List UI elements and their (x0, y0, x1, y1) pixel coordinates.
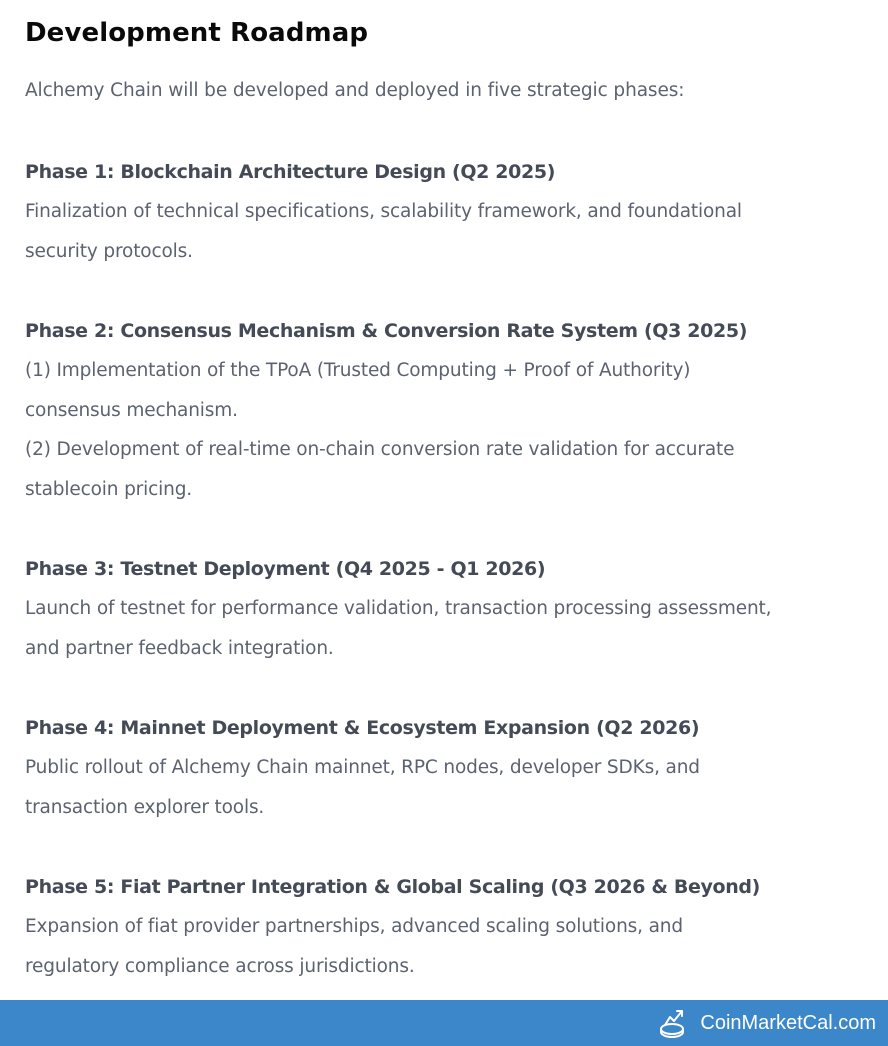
phase-title: Phase 5: Fiat Partner Integration & Global Scaling (Q3 2026 & Beyond) (25, 876, 761, 898)
phase-line: consensus mechanism. (25, 399, 238, 421)
phase-title: Phase 4: Mainnet Deployment & Ecosystem Expansion (Q2 2026) (25, 717, 700, 739)
phase-line: regulatory compliance across jurisdictions. (25, 955, 415, 977)
phase-line: (1) Implementation of the TPoA (Trusted Computing + Proof of Authority) (25, 360, 691, 381)
phase-line: Finalization of technical specifications, scalability framework, and foundational (25, 201, 742, 222)
footer-bar (0, 1000, 888, 1046)
phase-description (25, 589, 885, 668)
phase-line: Launch of testnet for performance validation, transaction processing assessment, (25, 598, 772, 619)
phase-title: Phase 3: Testnet Deployment (Q4 2025 - Q1 2026) (25, 558, 546, 580)
phase-line: security protocols. (25, 240, 193, 262)
coinmarketcal-brand-link[interactable] (658, 1000, 876, 1046)
intro-text: Alchemy Chain will be developed and deployed in five strategic phases: (25, 80, 685, 101)
phase-title: Phase 1: Blockchain Architecture Design (Q2 2025) (25, 161, 556, 183)
phase-description (25, 748, 885, 827)
coin-chart-icon (658, 1008, 692, 1038)
phase-line: transaction explorer tools. (25, 796, 265, 818)
phase-line: Expansion of fiat provider partnerships, advanced scaling solutions, and (25, 916, 683, 937)
phase-2 (25, 311, 885, 510)
phase-description (25, 351, 885, 510)
phase-line: (2) Development of real-time on-chain conversion rate validation for accurate (25, 439, 735, 461)
phase-line: Public rollout of Alchemy Chain mainnet, RPC nodes, developer SDKs, and (25, 757, 700, 778)
phase-3 (25, 549, 885, 668)
phase-4 (25, 708, 885, 827)
phase-title: Phase 2: Consensus Mechanism & Conversion Rate System (Q3 2025) (25, 320, 748, 342)
phase-line: and partner feedback integration. (25, 637, 334, 659)
brand-name: CoinMarketCal.com (700, 1011, 876, 1034)
page-title: Development Roadmap (25, 18, 369, 48)
phase-1 (25, 152, 885, 271)
phase-description (25, 907, 885, 986)
phase-description (25, 192, 885, 271)
phase-line: stablecoin pricing. (25, 479, 193, 501)
phase-5 (25, 867, 885, 986)
